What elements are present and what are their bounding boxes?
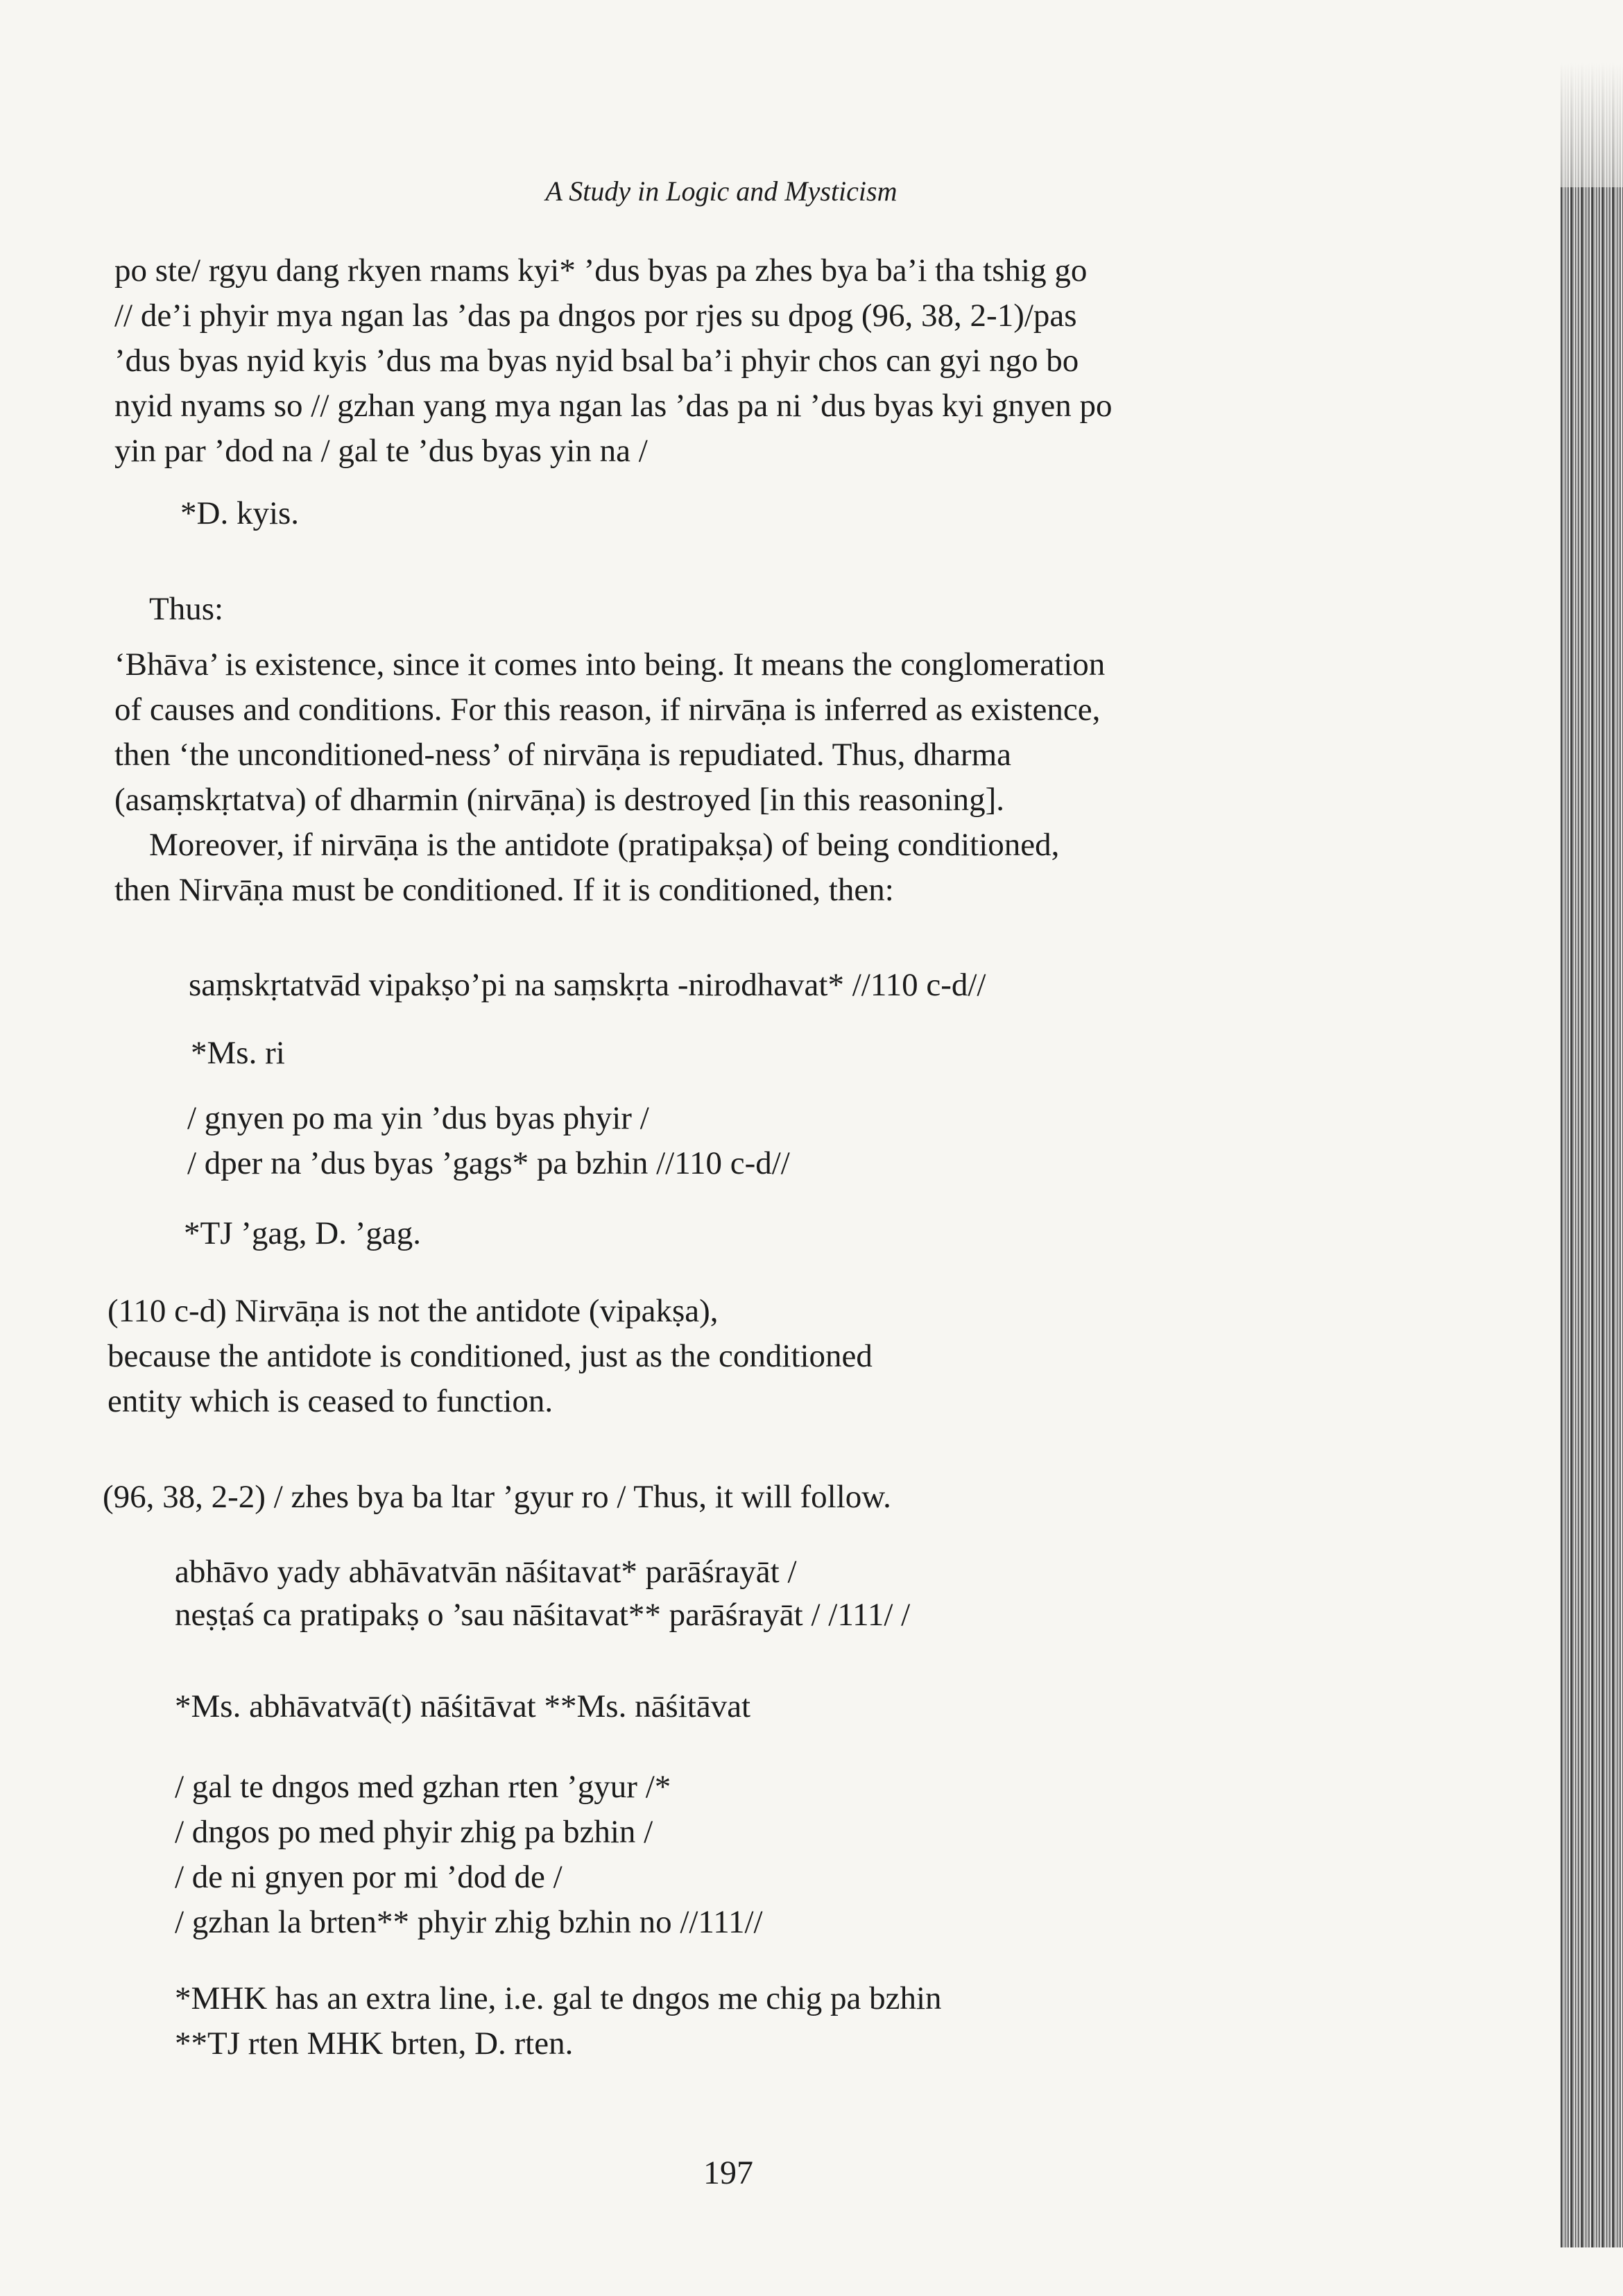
translation-line: entity which is ceased to function. (108, 1383, 553, 1419)
book-binding-edge (1561, 62, 1623, 2247)
tibetan-line: yin par ’dod na / gal te ’dus byas yin na / (114, 433, 648, 469)
binding-fade (1561, 62, 1623, 187)
running-head: A Study in Logic and Mysticism (545, 175, 898, 207)
footnote-tj-mhk: **TJ rten MHK brten, D. rten. (175, 2025, 574, 2062)
footnote-kyis: *D. kyis. (180, 495, 300, 531)
footnote-ms-111: *Ms. abhāvatvā(t) nāśitāvat **Ms. nāśitāvat (175, 1688, 751, 1724)
english-line: ‘Bhāva’ is existence, since it comes into being. It means the conglomeration (114, 646, 1106, 683)
sanskrit-verse-111: neṣṭaś ca pratipakṣ o ’sau nāśitavat** parāśrayāt / /111/ / (175, 1597, 911, 1633)
tibetan-verse-line: / gal te dngos med gzhan rten ’gyur /* (175, 1769, 671, 1805)
tibetan-line: nyid nyams so // gzhan yang mya ngan las ’das pa ni ’dus byas kyi gnyen po (114, 388, 1113, 424)
thus-heading: Thus: (149, 591, 224, 627)
english-line: then Nirvāṇa must be conditioned. If it is conditioned, then: (114, 872, 894, 908)
footnote-tj: *TJ ’gag, D. ’gag. (184, 1215, 421, 1251)
translation-line: because the antidote is conditioned, just as the conditioned (108, 1338, 873, 1374)
footnote-ms-ri: *Ms. ri (191, 1035, 285, 1071)
tibetan-verse-line: / dngos po med phyir zhig pa bzhin / (175, 1814, 653, 1850)
tibetan-verse-line: / gnyen po ma yin ’dus byas phyir / (187, 1100, 649, 1136)
tibetan-verse-line: / de ni gnyen por mi ’dod de / (175, 1859, 563, 1895)
english-line: (asaṃskṛtatva) of dharmin (nirvāṇa) is destroyed [in this reasoning]. (114, 782, 1004, 818)
english-line: then ‘the unconditioned-ness’ of nirvāṇa is repudiated. Thus, dharma (114, 737, 1012, 773)
sanskrit-verse-111: abhāvo yady abhāvatvān nāśitavat* parāśrayāt / (175, 1554, 797, 1590)
tibetan-line: po ste/ rgyu dang rkyen rnams kyi* ’dus byas pa zhes bya ba’i tha tshig go (114, 252, 1088, 289)
tibetan-verse-line: / dper na ’dus byas ’gags* pa bzhin //110 c-d// (187, 1145, 790, 1181)
page-number: 197 (703, 2154, 753, 2191)
english-line: Moreover, if nirvāṇa is the antidote (pratipakṣa) of being conditioned, (149, 827, 1060, 863)
english-line: of causes and conditions. For this reason, if nirvāṇa is inferred as existence, (114, 692, 1101, 728)
sanskrit-verse-110: saṃskṛtatvād vipakṣo’pi na saṃskṛta -nirodhavat* //110 c-d// (189, 967, 986, 1003)
tibetan-line: // de’i phyir mya ngan las ’das pa dngos por rjes su dpog (96, 38, 2-1)/pas (114, 298, 1077, 334)
reference-line: (96, 38, 2-2) / zhes bya ba ltar ’gyur ro / Thus, it will follow. (103, 1479, 891, 1515)
tibetan-verse-line: / gzhan la brten** phyir zhig bzhin no //111// (175, 1904, 763, 1940)
footnote-mhk: *MHK has an extra line, i.e. gal te dngos me chig pa bzhin (175, 1980, 942, 2016)
translation-line: (110 c-d) Nirvāṇa is not the antidote (vipakṣa), (108, 1293, 719, 1329)
tibetan-line: ’dus byas nyid kyis ’dus ma byas nyid bsal ba’i phyir chos can gyi ngo bo (114, 343, 1079, 379)
